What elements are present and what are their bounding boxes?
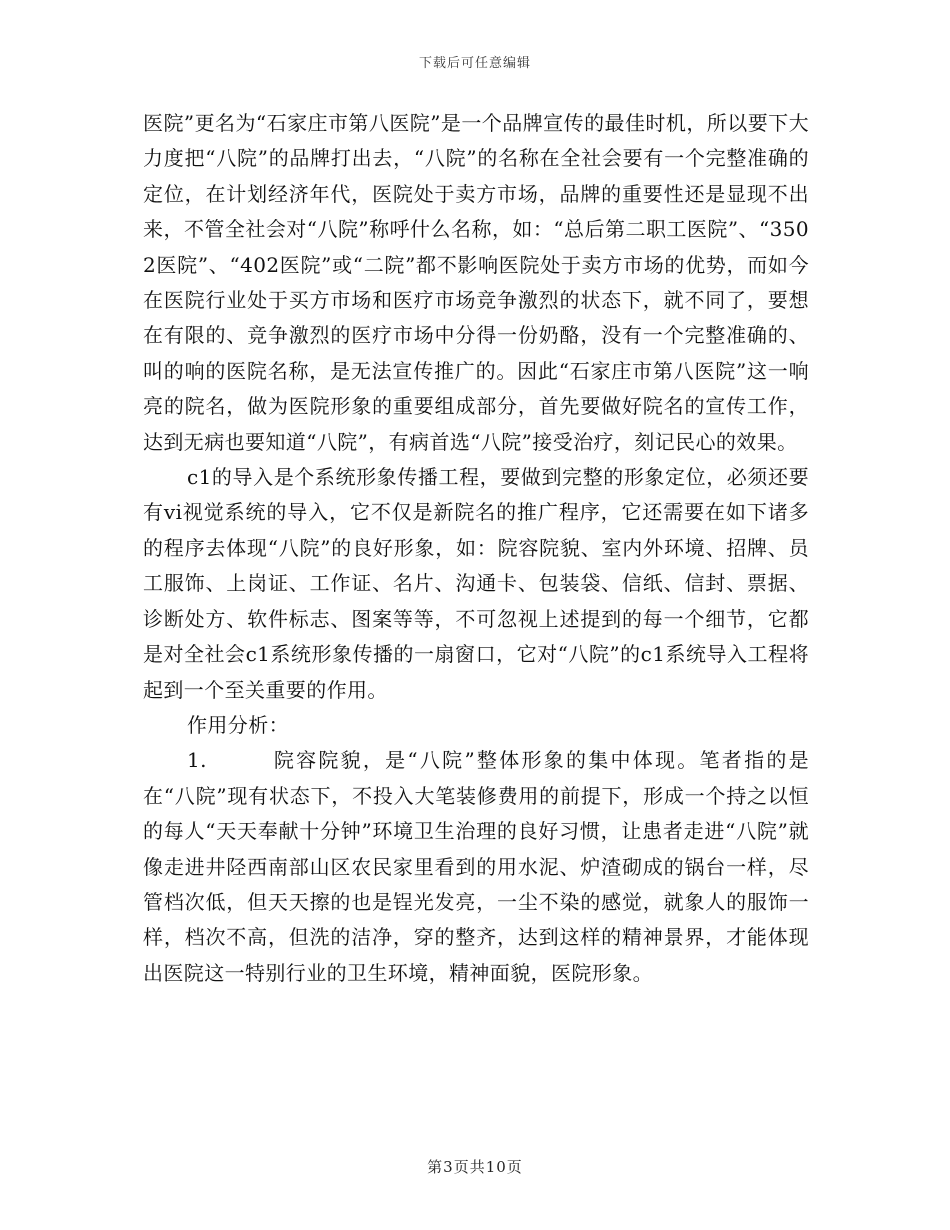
paragraph-c1-import: c1的导入是个系统形象传播工程，要做到完整的形象定位，必须还要有vi视觉系统的导入，它不仅是新院名的推广程序，它还需要在如下诸多的程序去体现“八院”的良好形象，如：院容院貌、室内外环境、招牌、员工服饰、上岗证、工作证、名片、沟通卡、包装袋、信纸、信封、票据、诊断处方、软件标志、图案等等，不可忽视上述提到的每一个细节，它都是对全社会c1系统形象传播的一扇窗口，它对“八院”的c1系统导入工程将起到一个至关重要的作用。 [143, 465, 809, 702]
list-item-1 [143, 743, 809, 991]
paragraph-analysis-heading: 作用分析： [187, 712, 289, 737]
document-body [143, 106, 809, 991]
list-item-number: 1. [187, 748, 207, 773]
page-footer: 第3页共10页 [427, 1158, 523, 1176]
paragraph-hospital-name: 医院”更名为“石家庄市第八医院”是一个品牌宣传的最佳时机，所以要下大力度把“八院”的品牌打出去，“八院”的名称在全社会要有一个完整准确的定位，在计划经济年代，医院处于卖方市场，品牌的重要性还是显现不出来，不管全社会对“八院”称呼什么名称，如：“总后第二职工医院”、“3502医院”、“402医院”或“二院”都不影响医院处于卖方市场的优势，而如今在医院行业处于买方市场和医疗市场竞争激烈的状态下，就不同了，要想在有限的、竞争激烈的医疗市场中分得一份奶酪，没有一个完整准确的、叫的响的医院名称，是无法宣传推广的。因此“石家庄市第八医院”这一响亮的院名，做为医院形象的重要组成部分，首先要做好院名的宣传工作，达到无病也要知道“八院”，有病首选“八院”接受治疗，刻记民心的效果。 [143, 111, 809, 454]
page-header: 下载后可任意编辑 [418, 56, 531, 71]
list-item-text: 院容院貌，是“八院”整体形象的集中体现。笔者指的是在“八院”现有状态下，不投入大笔装修费用的前提下，形成一个持之以恒的每人“天天奉献十分钟”环境卫生治理的良好习惯，让患者走进“八院”就像走进井陉西南部山区农民家里看到的用水泥、炉渣砌成的锅台一样，尽管档次低，但天天擦的也是锃光发亮，一尘不染的感觉，就象人的服饰一样，档次不高，但洗的洁净，穿的整齐，达到这样的精神景界，才能体现出医院这一特别行业的卫生环境，精神面貌，医院形象。 [143, 748, 809, 985]
